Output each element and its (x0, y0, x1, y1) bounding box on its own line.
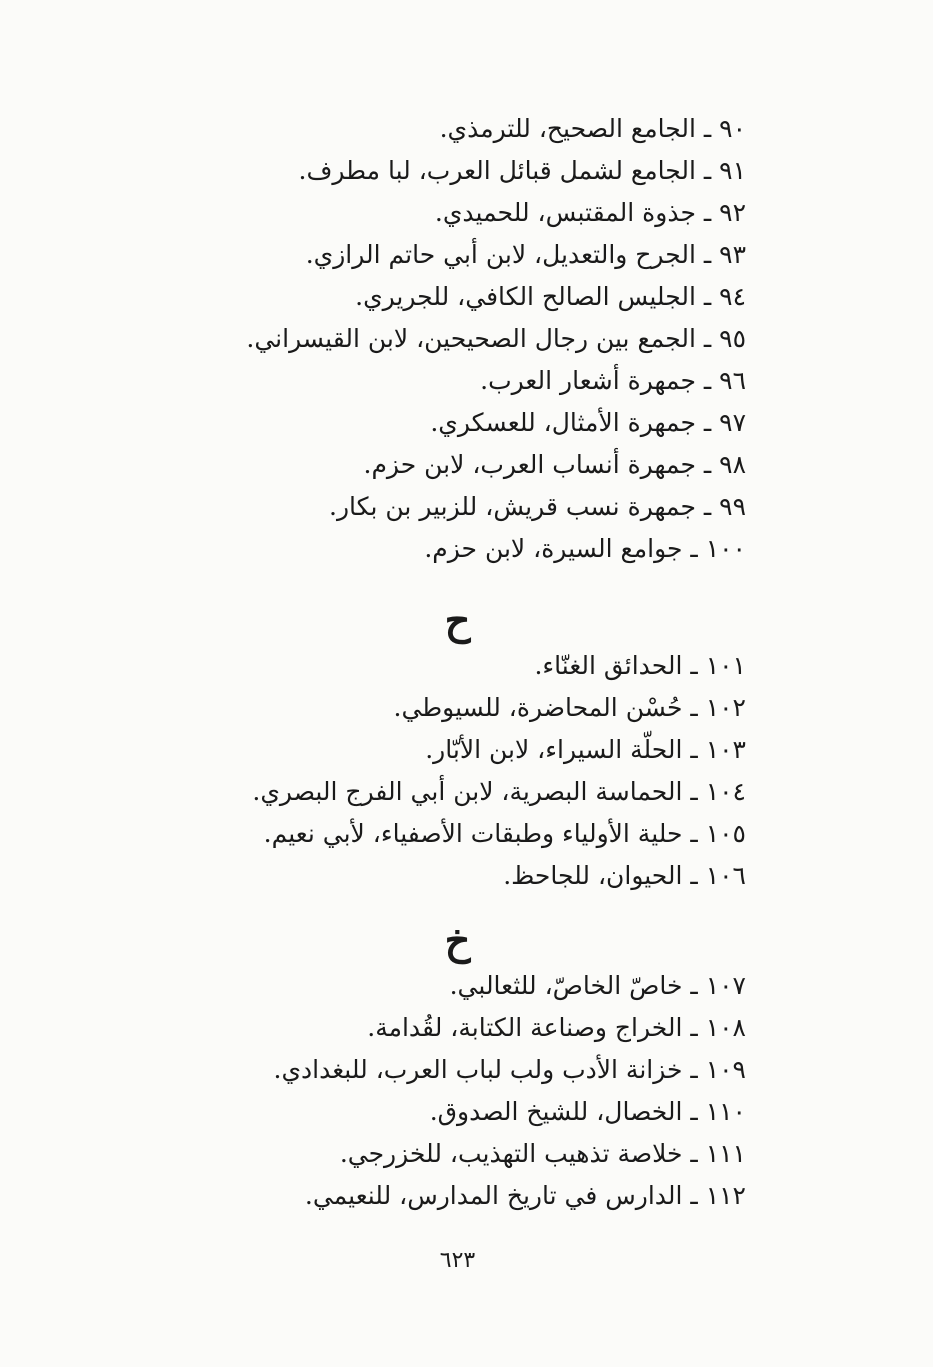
page-number: ٦٢٣ (439, 1248, 476, 1273)
section-letter-kha: خ (444, 917, 471, 964)
list-item: ٩٨ ـ جمهرة أنساب العرب، لابن حزم. (363, 450, 746, 479)
list-item: ٩٠ ـ الجامع الصحيح، للترمذي. (439, 114, 746, 143)
list-item: ٩٣ ـ الجرح والتعديل، لابن أبي حاتم الرازي. (305, 240, 746, 269)
list-item: ١١٠ ـ الخصال، للشيخ الصدوق. (429, 1097, 746, 1126)
list-item: ٩٦ ـ جمهرة أشعار العرب. (480, 366, 746, 395)
list-item: ١٠٢ ـ حُسْن المحاضرة، للسيوطي. (393, 693, 746, 722)
list-item: ١٠٥ ـ حلية الأولياء وطبقات الأصفياء، لأبي نعيم. (263, 819, 746, 848)
list-item: ١٠٧ ـ خاصّ الخاصّ، للثعالبي. (449, 971, 746, 1000)
list-item: ١٠٩ ـ خزانة الأدب ولب لباب العرب، للبغدادي. (273, 1055, 746, 1084)
list-item: ١٠١ ـ الحدائق الغنّاء. (534, 651, 746, 680)
bibliography-list-kha (274, 965, 746, 1217)
section-letter-ha: ح (444, 597, 471, 644)
list-item: ١٠٠ ـ جوامع السيرة، لابن حزم. (424, 534, 746, 563)
list-item: ١١١ ـ خلاصة تذهيب التهذيب، للخزرجي. (339, 1139, 746, 1168)
bibliography-list-jim (246, 108, 746, 570)
list-item: ٩١ ـ الجامع لشمل قبائل العرب، لبا مطرف. (298, 156, 746, 185)
list-item: ٩٤ ـ الجليس الصالح الكافي، للجريري. (355, 282, 746, 311)
list-item: ٩٥ ـ الجمع بين رجال الصحيحين، لابن القيسراني. (246, 324, 746, 353)
list-item: ٩٩ ـ جمهرة نسب قريش، للزبير بن بكار. (329, 492, 746, 521)
list-item: ١٠٦ ـ الحيوان، للجاحظ. (503, 861, 746, 890)
list-item: ١٠٤ ـ الحماسة البصرية، لابن أبي الفرج البصري. (252, 777, 746, 806)
list-item: ١١٢ ـ الدارس في تاريخ المدارس، للنعيمي. (304, 1181, 746, 1210)
bibliography-list-ha (252, 645, 746, 897)
list-item: ١٠٨ ـ الخراج وصناعة الكتابة، لقُدامة. (367, 1013, 746, 1042)
list-item: ٩٧ ـ جمهرة الأمثال، للعسكري. (430, 408, 746, 437)
list-item: ٩٢ ـ جذوة المقتبس، للحميدي. (434, 198, 746, 227)
list-item: ١٠٣ ـ الحلّة السيراء، لابن الأبّار. (425, 735, 746, 764)
